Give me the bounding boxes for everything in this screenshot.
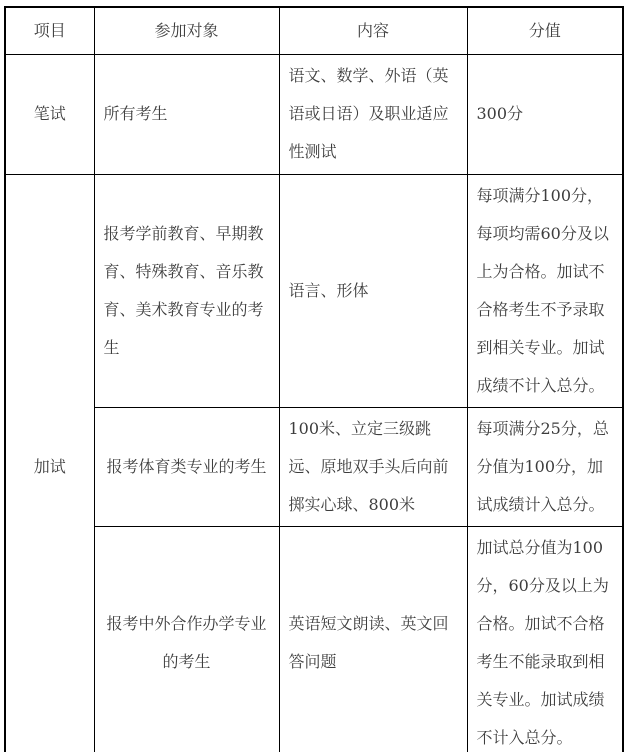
header-score: 分值 <box>467 7 623 54</box>
table-row-extra-test-sports <box>5 407 623 526</box>
exam-info-table <box>4 6 624 752</box>
cell-content-english-test: 英语短文朗读、英文回答问题 <box>279 526 467 752</box>
cell-content-written-test: 语文、数学、外语（英语或日语）及职业适应性测试 <box>279 54 467 174</box>
cell-participants-all: 所有考生 <box>94 54 279 174</box>
table-row-extra-test-joint-program <box>5 526 623 752</box>
cell-score-written-test: 300分 <box>467 54 623 174</box>
cell-score-sports-majors: 每项满分25分，总分值为100分，加试成绩计入总分。 <box>467 407 623 526</box>
table-header-row <box>5 7 623 54</box>
header-item: 项目 <box>5 7 94 54</box>
cell-participants-joint-program: 报考中外合作办学专业的考生 <box>94 526 279 752</box>
cell-content-sports-events: 100米、立定三级跳远、原地双手头后向前掷实心球、800米 <box>279 407 467 526</box>
cell-score-joint-program: 加试总分值为100分，60分及以上为合格。加试不合格考生不能录取到相关专业。加试成绩不计入总分。 <box>467 526 623 752</box>
header-content: 内容 <box>279 7 467 54</box>
header-participants: 参加对象 <box>94 7 279 54</box>
cell-participants-education-majors: 报考学前教育、早期教育、特殊教育、音乐教育、美术教育专业的考生 <box>94 174 279 407</box>
cell-participants-sports-majors: 报考体育类专业的考生 <box>94 407 279 526</box>
cell-item-written-test: 笔试 <box>5 54 94 174</box>
table-row-written-test <box>5 54 623 174</box>
cell-content-language-physique: 语言、形体 <box>279 174 467 407</box>
cell-score-education-majors: 每项满分100分，每项均需60分及以上为合格。加试不合格考生不予录取到相关专业。加试成绩不计入总分。 <box>467 174 623 407</box>
table-row-extra-test-education <box>5 174 623 407</box>
cell-item-extra-test: 加试 <box>5 174 94 752</box>
